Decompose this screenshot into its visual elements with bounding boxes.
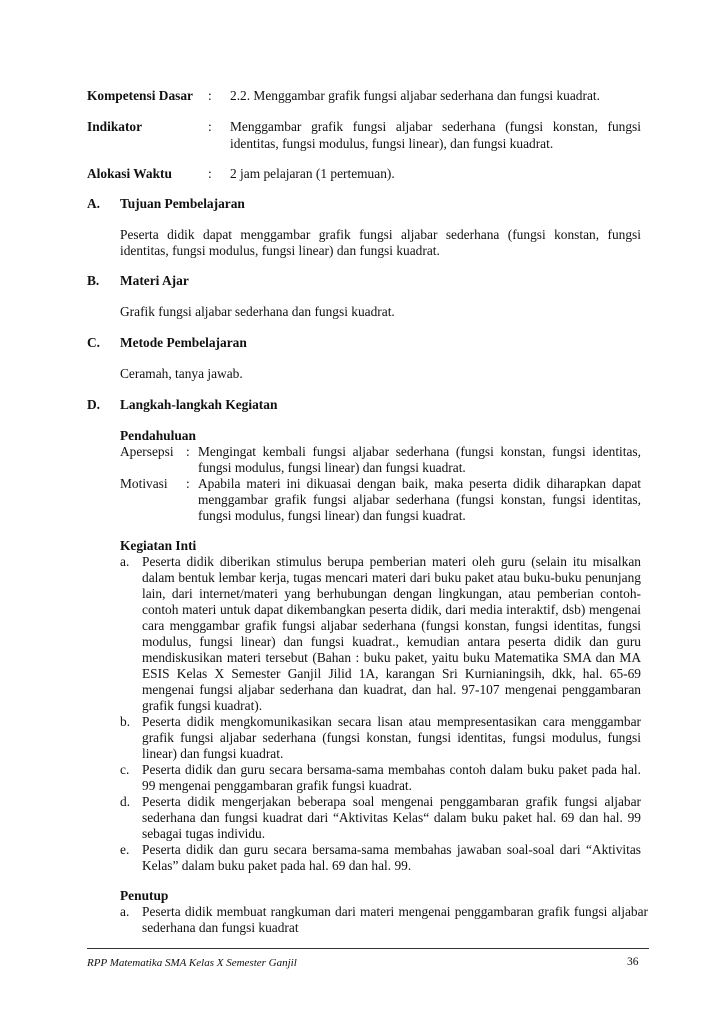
motivasi-colon: : [186, 476, 190, 491]
section-c-title: Metode Pembelajaran [120, 335, 247, 350]
inti-item-d-line: sederhana dan fungsi kuadrat dari “Aktivitas Kelas“ dalam buku paket hal. 69 dan hal. 99 [142, 810, 641, 825]
footer-title: RPP Matematika SMA Kelas X Semester Ganjil [87, 957, 297, 969]
kompetensi-label: Kompetensi Dasar [87, 88, 194, 103]
section-a-title: Tujuan Pembelajaran [120, 196, 245, 211]
kompetensi-colon: : [208, 88, 212, 103]
inti-item-a-line: mendiskusikan materi tersebut (Bahan : buku paket, yaitu buku Matematika SMA dan MA [142, 650, 641, 665]
apersepsi-colon: : [186, 444, 190, 459]
section-b-title: Materi Ajar [120, 273, 189, 288]
inti-item-a-line: Peserta didik diberikan stimulus berupa pemberian materi oleh guru (selain itu misalkan [142, 554, 641, 569]
inti-item-a-line: cara menggambar grafik fungsi aljabar sederhana (fungsi konstan, fungsi identitas, fungsi [142, 618, 641, 633]
inti-item-a-line: dalam bentuk lembar kerja, tugas mencari materi dari buku paket atau buku-buku penunjang [142, 570, 641, 585]
apersepsi-line-2: fungsi modulus, fungsi linear) dan fungsi kuadrat. [198, 460, 466, 475]
indikator-label: Indikator [87, 119, 143, 134]
alokasi-colon: : [208, 166, 212, 181]
section-a-number: A. [87, 196, 101, 211]
motivasi-line-2: menggambar grafik fungsi aljabar sederhana (fungsi konstan, fungsi identitas, [198, 492, 641, 507]
indikator-colon: : [208, 119, 212, 134]
inti-item-a-line: grafik fungsi kuadrat). [142, 698, 263, 713]
penutup-item-a-line: Peserta didik membuat rangkuman dari materi mengenai penggambaran grafik fungsi aljabar [142, 904, 648, 919]
motivasi-line-1: Apabila materi ini dikuasai dengan baik, maka peserta didik diharapkan dapat [198, 476, 641, 491]
alokasi-label: Alokasi Waktu [87, 166, 172, 181]
inti-item-d-line: sebagai tugas individu. [142, 826, 266, 841]
kegiatan-inti-heading: Kegiatan Inti [120, 538, 197, 553]
section-d-number: D. [87, 397, 101, 412]
page-number: 36 [627, 956, 639, 968]
inti-item-a-line: ESIS Kelas X Semester Ganjil Jilid 1A, karangan Sri Kurnianingsih, dkk, hal. 65-69 [142, 666, 641, 681]
penutup-heading: Penutup [120, 888, 169, 903]
inti-item-c-line: 99 mengenai penggambaran grafik fungsi kuadrat. [142, 778, 412, 793]
inti-item-d-marker: d. [120, 794, 131, 809]
inti-item-a-line: lain, dari internet/materi yang berhubungan dengan lingkungan, atau pemberian contoh- [142, 586, 641, 601]
inti-item-d-line: Peserta didik mengerjakan beberapa soal mengenai penggambaran grafik fungsi aljabar [142, 794, 641, 809]
motivasi-line-3: fungsi modulus, fungsi linear) dan fungsi kuadrat. [198, 508, 466, 523]
inti-item-e-line: Peserta didik dan guru secara bersama-sama membahas jawaban soal-soal dari “Aktivitas [142, 842, 641, 857]
footer-rule [87, 948, 649, 949]
inti-item-e-marker: e. [120, 842, 130, 857]
inti-item-b-line: linear) dan fungsi kuadrat. [142, 746, 284, 761]
section-b-number: B. [87, 273, 100, 288]
section-a-line-1: Peserta didik dapat menggambar grafik fungsi aljabar sederhana (fungsi konstan, fungsi [120, 227, 641, 242]
motivasi-label: Motivasi [120, 476, 168, 491]
inti-item-a-line: mengenai fungsi aljabar sederhana dan kuadrat, dan hal. 97-107 mengenai penggambaran [142, 682, 641, 697]
section-d-title: Langkah-langkah Kegiatan [120, 397, 278, 412]
section-c-line-1: Ceramah, tanya jawab. [120, 366, 243, 381]
inti-item-a-line: modulus, fungsi linear) dan fungsi kuadrat., kemudian antara peserta didik dan guru [142, 634, 641, 649]
kompetensi-value: 2.2. Menggambar grafik fungsi aljabar sederhana dan fungsi kuadrat. [230, 88, 600, 103]
inti-item-c-marker: c. [120, 762, 130, 777]
apersepsi-line-1: Mengingat kembali fungsi aljabar sederhana (fungsi konstan, fungsi identitas, [198, 444, 641, 459]
inti-item-c-line: Peserta didik dan guru secara bersama-sama membahas contoh dalam buku paket pada hal. [142, 762, 641, 777]
alokasi-value: 2 jam pelajaran (1 pertemuan). [230, 166, 395, 181]
section-a-line-2: identitas, fungsi modulus, fungsi linear) dan fungsi kuadrat. [120, 243, 440, 258]
penutup-item-a-marker: a. [120, 904, 130, 919]
indikator-line-2: identitas, fungsi modulus, fungsi linear), dan fungsi kuadrat. [230, 136, 554, 151]
penutup-item-a-line: sederhana dan fungsi kuadrat [142, 920, 299, 935]
pendahuluan-heading: Pendahuluan [120, 428, 196, 443]
inti-item-b-line: Peserta didik mengkomunikasikan secara lisan atau mempresentasikan cara menggambar [142, 714, 641, 729]
inti-item-e-line: Kelas” dalam buku paket pada hal. 69 dan hal. 99. [142, 858, 412, 873]
inti-item-a-line: contoh materi untuk dapat dikembangkan peserta didik, dari media interaktif, dsb) mengenai [142, 602, 641, 617]
section-b-line-1: Grafik fungsi aljabar sederhana dan fungsi kuadrat. [120, 304, 395, 319]
inti-item-b-marker: b. [120, 714, 131, 729]
apersepsi-label: Apersepsi [120, 444, 174, 459]
section-c-number: C. [87, 335, 101, 350]
indikator-line-1: Menggambar grafik fungsi aljabar sederhana (fungsi konstan, fungsi [230, 119, 641, 134]
inti-item-a-marker: a. [120, 554, 130, 569]
inti-item-b-line: grafik fungsi aljabar sederhana (fungsi konstan, fungsi identitas, fungsi modulus, fungsi [142, 730, 641, 745]
